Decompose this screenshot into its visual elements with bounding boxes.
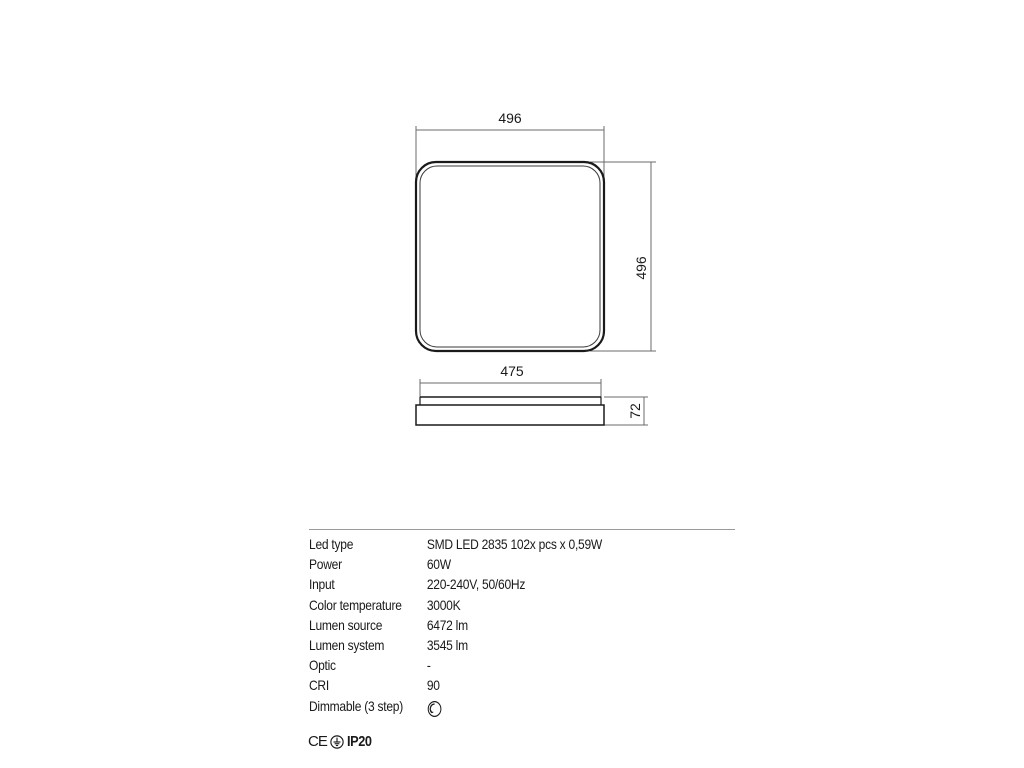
spec-value: 6472 lm (426, 616, 468, 633)
side-height-label: 72 (627, 403, 643, 419)
spec-label: Dimmable (3 step) (309, 697, 403, 714)
spec-row-cri (309, 675, 675, 695)
spec-value: 220-240V, 50/60Hz (426, 576, 526, 593)
spec-value: 3000K (426, 596, 461, 613)
spec-row-input (309, 574, 675, 594)
top-height-label: 496 (633, 256, 649, 280)
ce-mark: CE (308, 733, 327, 750)
protective-earth-icon (330, 735, 344, 749)
side-width-dimension (420, 379, 601, 402)
dimmable-step-icon (427, 700, 442, 718)
spec-label: Lumen system (309, 637, 385, 654)
spec-value: 60W (426, 556, 451, 573)
spec-row-lumen-system (309, 635, 675, 655)
spec-label: Input (309, 576, 335, 593)
spec-label: Power (309, 556, 342, 573)
spec-value (427, 694, 442, 718)
lamp-top-view-outer (416, 162, 604, 351)
top-width-dimension (416, 126, 604, 178)
lamp-side-view (416, 397, 604, 425)
spec-label: Led type (309, 536, 354, 553)
spec-value: 90 (426, 677, 440, 694)
spec-label: Optic (309, 657, 336, 674)
spec-row-dimmable (309, 696, 675, 716)
lamp-top-view-inner (420, 166, 600, 347)
side-width-label: 475 (500, 363, 524, 379)
spec-value: SMD LED 2835 102x pcs x 0,59W (426, 536, 603, 553)
spec-label: Color temperature (309, 596, 402, 613)
spec-label: CRI (309, 677, 329, 694)
spec-row-power (309, 554, 675, 574)
spec-value: 3545 lm (426, 637, 468, 654)
certification-marks (308, 733, 376, 750)
spec-value: - (426, 657, 431, 674)
spec-table (309, 529, 735, 716)
spec-row-lumen-source (309, 615, 675, 635)
top-width-label: 496 (498, 110, 522, 126)
spec-row-led-type (309, 534, 675, 554)
spec-label: Lumen source (309, 616, 383, 633)
spec-row-color-temperature (309, 595, 675, 615)
ip-rating: IP20 (346, 733, 372, 750)
spec-row-optic (309, 655, 675, 675)
